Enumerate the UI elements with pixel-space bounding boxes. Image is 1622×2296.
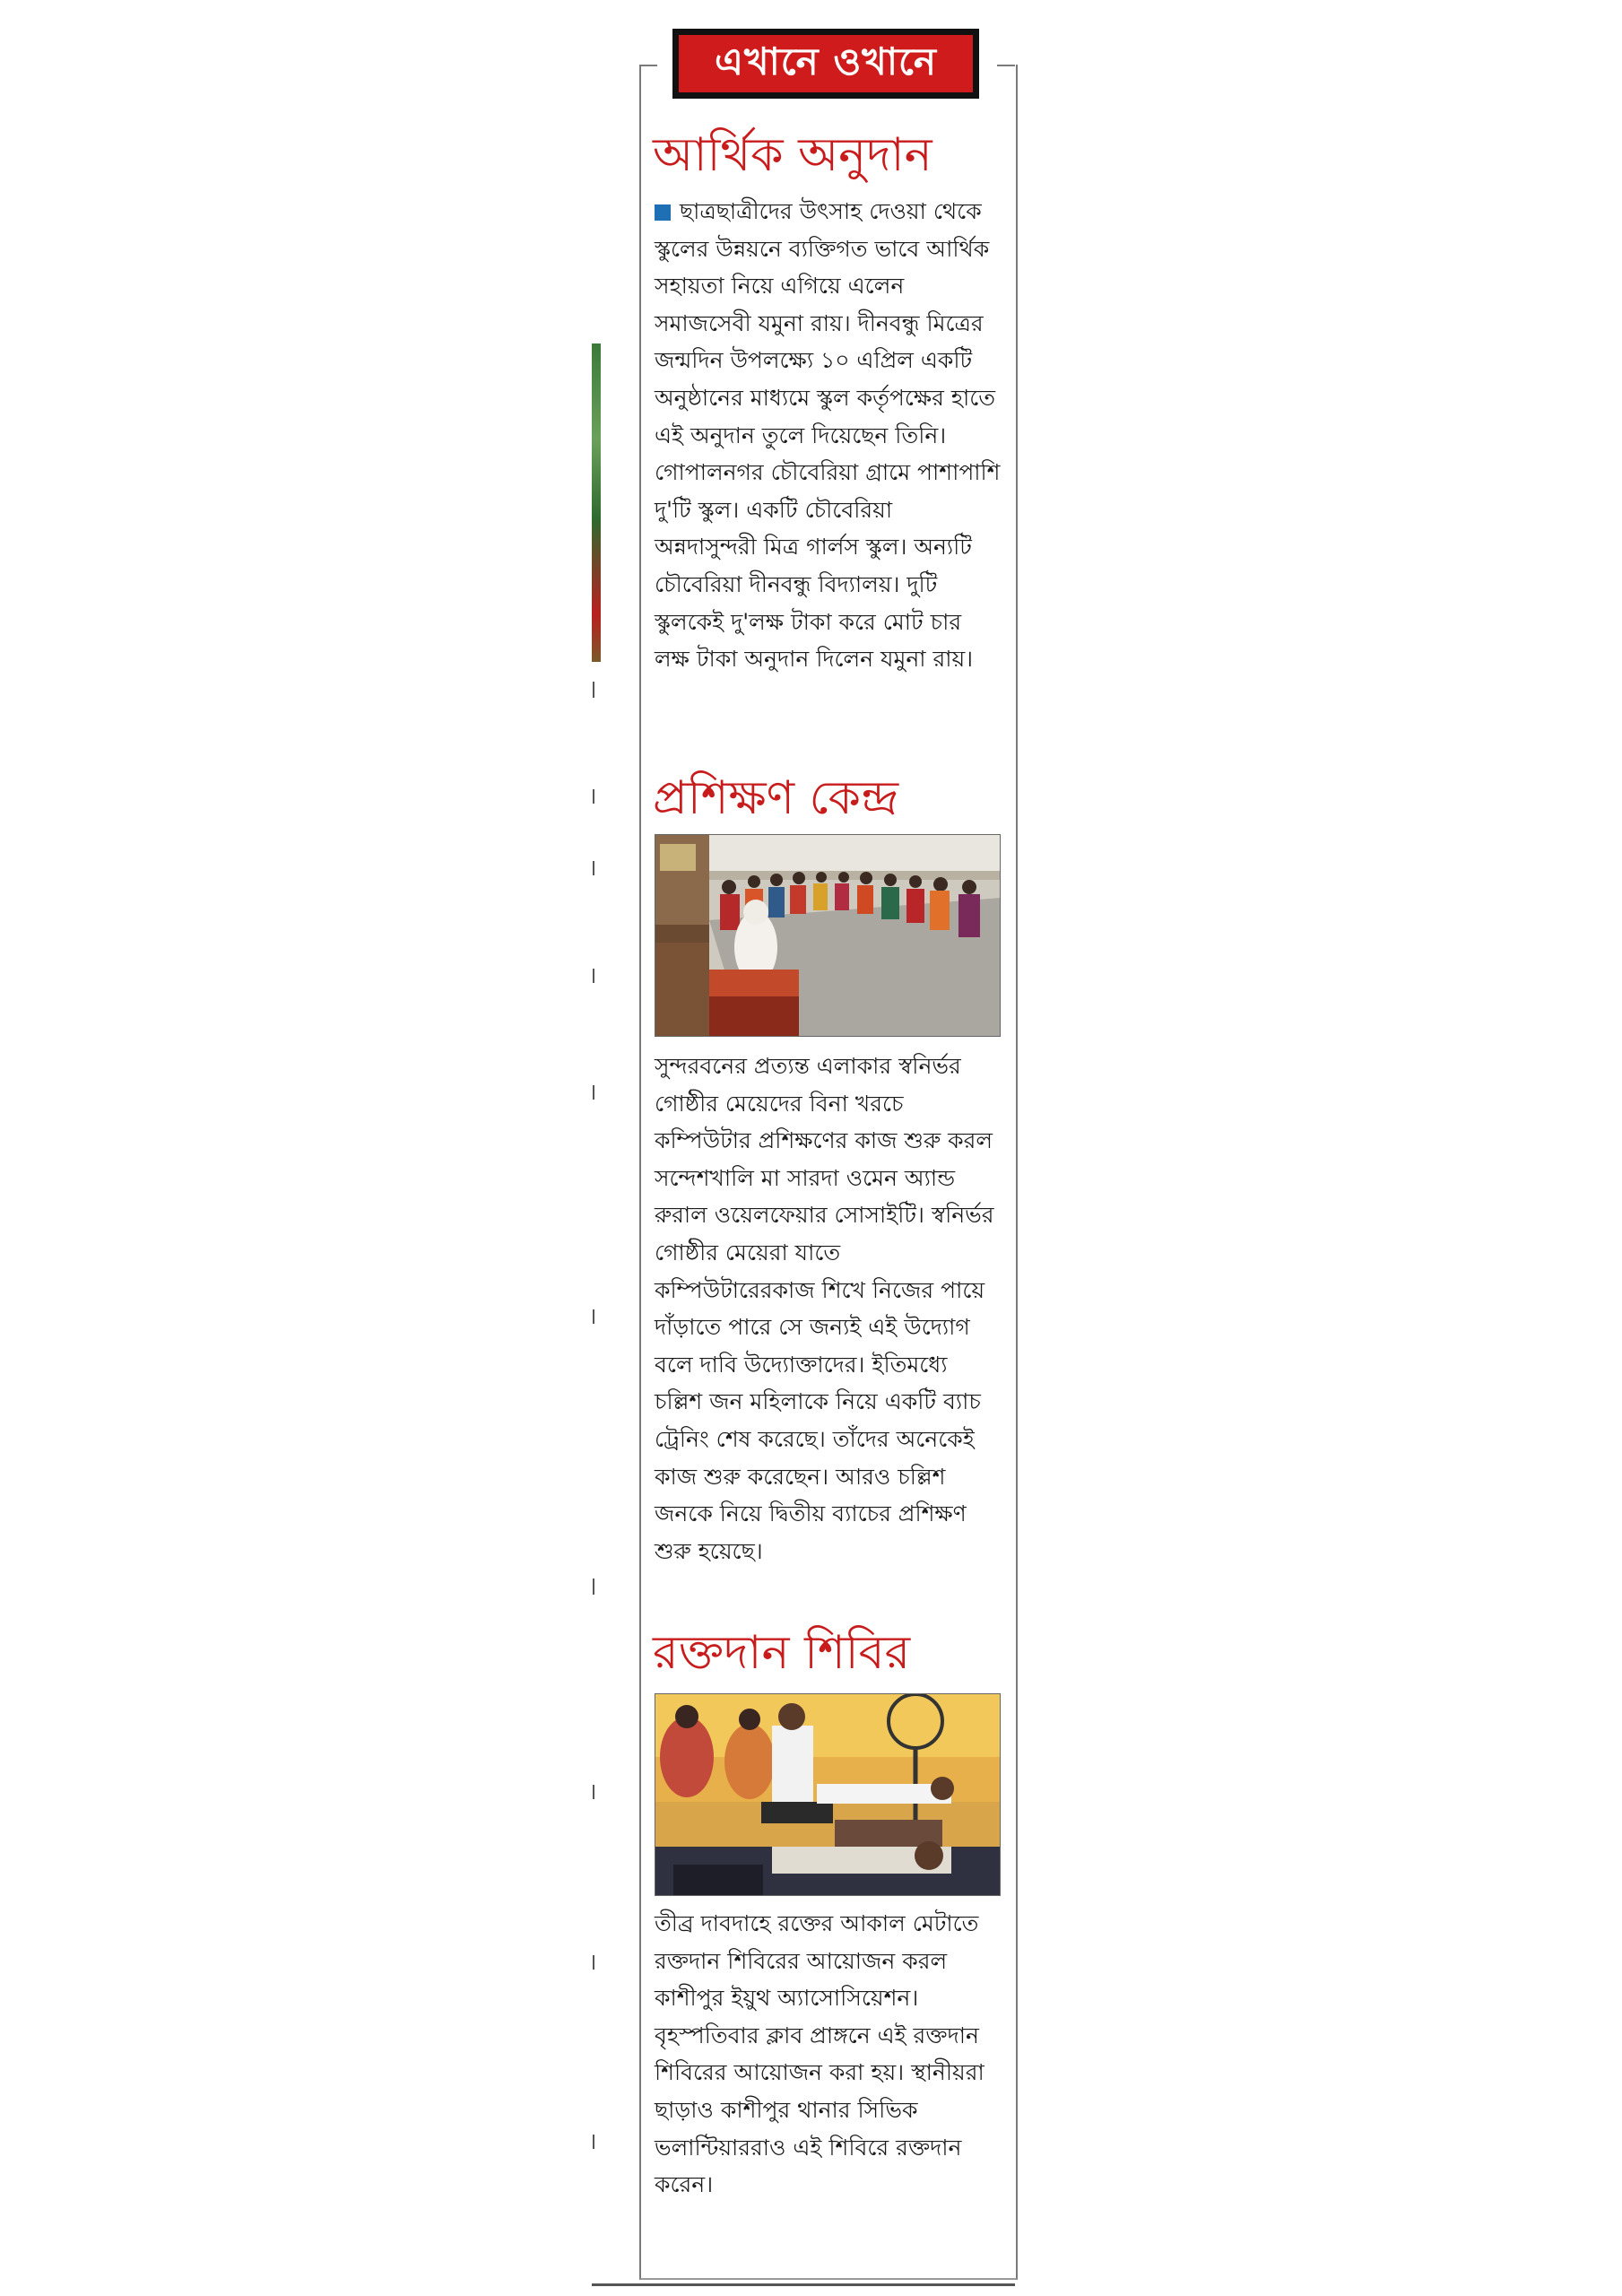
adjacent-column-mark [593,969,594,983]
adjacent-column-mark [593,682,594,698]
article-body-text: ছাত্রছাত্রীদের উৎসাহ দেওয়া থেকে স্কুলের উন্নয়নে ব্যক্তিগত ভাবে আর্থিক সহায়তা নিয়ে এগিয়ে এলেন সমাজসেবী যমুনা রায়। দীনবন্ধু মিত্রের জন্মদিন উপলক্ষ্যে ১০ এপ্রিল একটি অনুষ্ঠানের মাধ্যমে স্কুল কর্তৃপক্ষের হাতে এই অনুদান তুলে দিয়েছেন তিনি। গোপালনগর চৌবেরিয়া গ্রামে পাশাপাশি দু'টি স্কুল। একটি চৌবেরিয়া অন্নদাসুন্দরী মিত্র গার্লস স্কুল। অন্যটি চৌবেরিয়া দীনবন্ধু বিদ্যালয়। দুটি স্কুলকেই দু'লক্ষ টাকা করে মোট চার লক্ষ টাকা অনুদান দিলেন যমুনা রায়। [655,198,1001,673]
article-photo-blood-camp [655,1693,1001,1896]
adjacent-column-photo-edge [592,344,601,662]
adjacent-column-mark [593,2135,594,2149]
frame-notch [639,65,657,66]
article-headline: রক্তদান শিবির [653,1626,911,1680]
adjacent-column-mark [593,1309,594,1324]
article-body-text: তীব্র দাবদাহে রক্তের আকাল মেটাতে রক্তদান শিবিরের আয়োজন করল কাশীপুর ইয়ুথ অ্যাসোসিয়েশন। বৃহস্পতিবার ক্লাব প্রাঙ্গনে এই রক্তদান শিবিরের আয়োজন করা হয়। স্থানীয়রা ছাড়াও কাশীপুর থানার সিভিক ভলান্টিয়াররাও এই শিবিরে রক্তদান করেন। [655,1910,984,2198]
section-banner [672,29,979,99]
adjacent-column-mark [593,1785,594,1799]
article-body-text: সুন্দরবনের প্রত্যন্ত এলাকার স্বনির্ভর গোষ্ঠীর মেয়েদের বিনা খরচে কম্পিউটার প্রশিক্ষণের কাজ শুরু করল সন্দেশখালি মা সারদা ওমেন অ্যান্ড রুরাল ওয়েলফেয়ার সোসাইটি। স্বনির্ভর গোষ্ঠীর মেয়েরা যাতে কম্পিউটারেরকাজ শিখে নিজের পায়ে দাঁড়াতে পারে সে জন্যই এই উদ্যোগ বলে দাবি উদ্যোক্তাদের। ইতিমধ্যে চল্লিশ জন মহিলাকে নিয়ে একটি ব্যাচ ট্রেনিং শেষ করেছে। তাঁদের অনেকেই কাজ শুরু করেছেন। আরও চল্লিশ জনকে নিয়ে দ্বিতীয় ব্যাচের প্রশিক্ষণ শুরু হয়েছে। [655,1053,994,1564]
article-headline: আর্থিক অনুদান [653,128,932,182]
square-bullet-icon [655,204,671,221]
frame-notch [997,65,1015,66]
article-photo-training [655,834,1001,1037]
section-banner-title: এখানে ওখানে [715,39,937,83]
article-body [655,1905,1001,2204]
article-body [655,193,1001,678]
adjacent-column-mark [593,789,594,804]
page-bottom-rule [592,2283,1015,2286]
article-headline: প্রশিক্ষণ কেন্দ্র [653,771,899,825]
adjacent-column-mark [593,1085,594,1100]
adjacent-column-mark [593,1955,594,1970]
adjacent-column-mark [593,1578,594,1595]
article-body [655,1048,1001,1570]
adjacent-column-mark [593,861,594,875]
